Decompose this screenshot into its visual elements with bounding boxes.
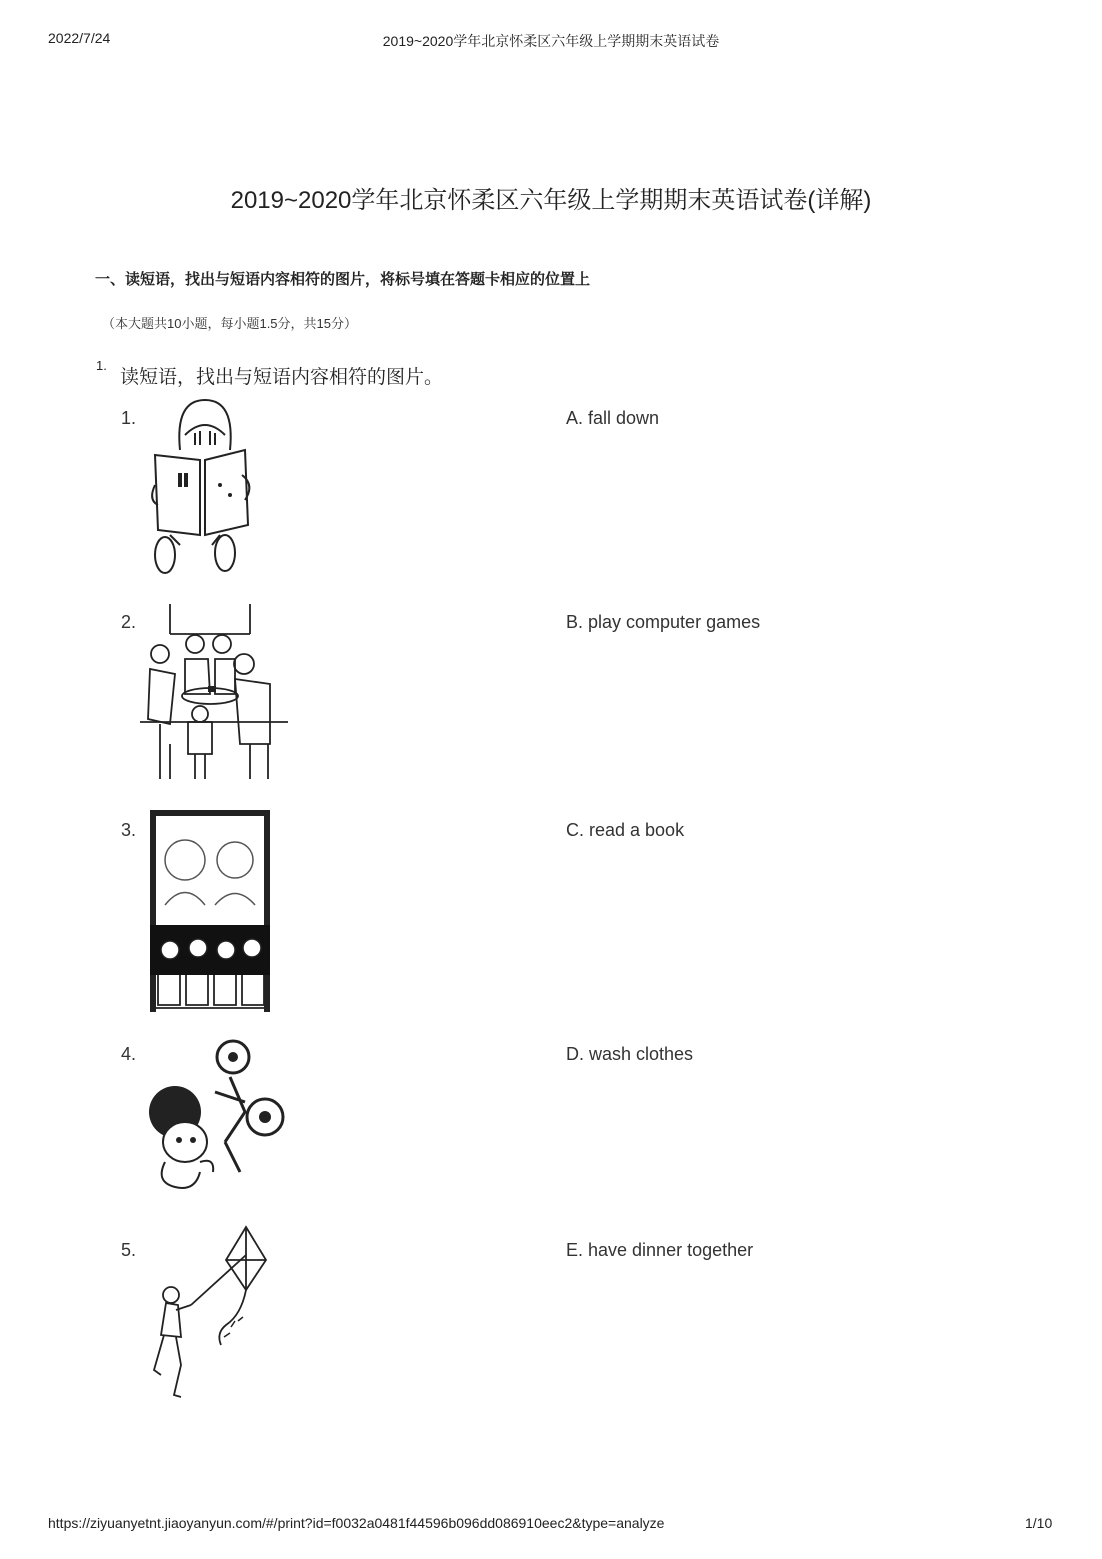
item-number: 2. — [121, 612, 137, 632]
cinema-audience-picture — [150, 810, 270, 1012]
section-heading: 一、读短语，找出与短语内容相符的图片，将标号填在答题卡相应的位置上 — [95, 271, 591, 288]
option-a: A. fall down — [566, 408, 660, 428]
option-e: E. have dinner together — [566, 1240, 754, 1260]
footer-page-number: 1/10 — [1025, 1515, 1053, 1531]
footer-url: https://ziyuanyetnt.jiaoyanyun.com/#/print?id=f0032a0481f44596b096dd086910eec2&type=analyze — [48, 1515, 665, 1531]
girl-flying-kite-picture — [146, 1225, 274, 1405]
item-number: 4. — [121, 1044, 137, 1064]
girl-reading-book-picture — [150, 395, 255, 575]
item-number: 3. — [121, 820, 137, 840]
option-d: D. wash clothes — [566, 1044, 694, 1064]
document-title: 2019~2020学年北京怀柔区六年级上学期期末英语试卷(详解) — [230, 187, 872, 214]
option-b: B. play computer games — [566, 612, 761, 632]
family-dinner-picture — [140, 604, 288, 782]
option-c: C. read a book — [566, 820, 685, 840]
header-title: 2019~2020学年北京怀柔区六年级上学期期末英语试卷 — [382, 33, 720, 49]
question-text: 读短语，找出与短语内容相符的图片。 — [120, 367, 444, 388]
item-number: 5. — [121, 1240, 137, 1260]
section-note: （本大题共10小题，每小题1.5分，共15分） — [102, 316, 357, 331]
child-fallen-bike-picture — [145, 1032, 285, 1210]
question-number: 1. — [96, 358, 107, 373]
item-number: 1. — [121, 408, 137, 428]
header-date: 2022/7/24 — [48, 30, 111, 46]
